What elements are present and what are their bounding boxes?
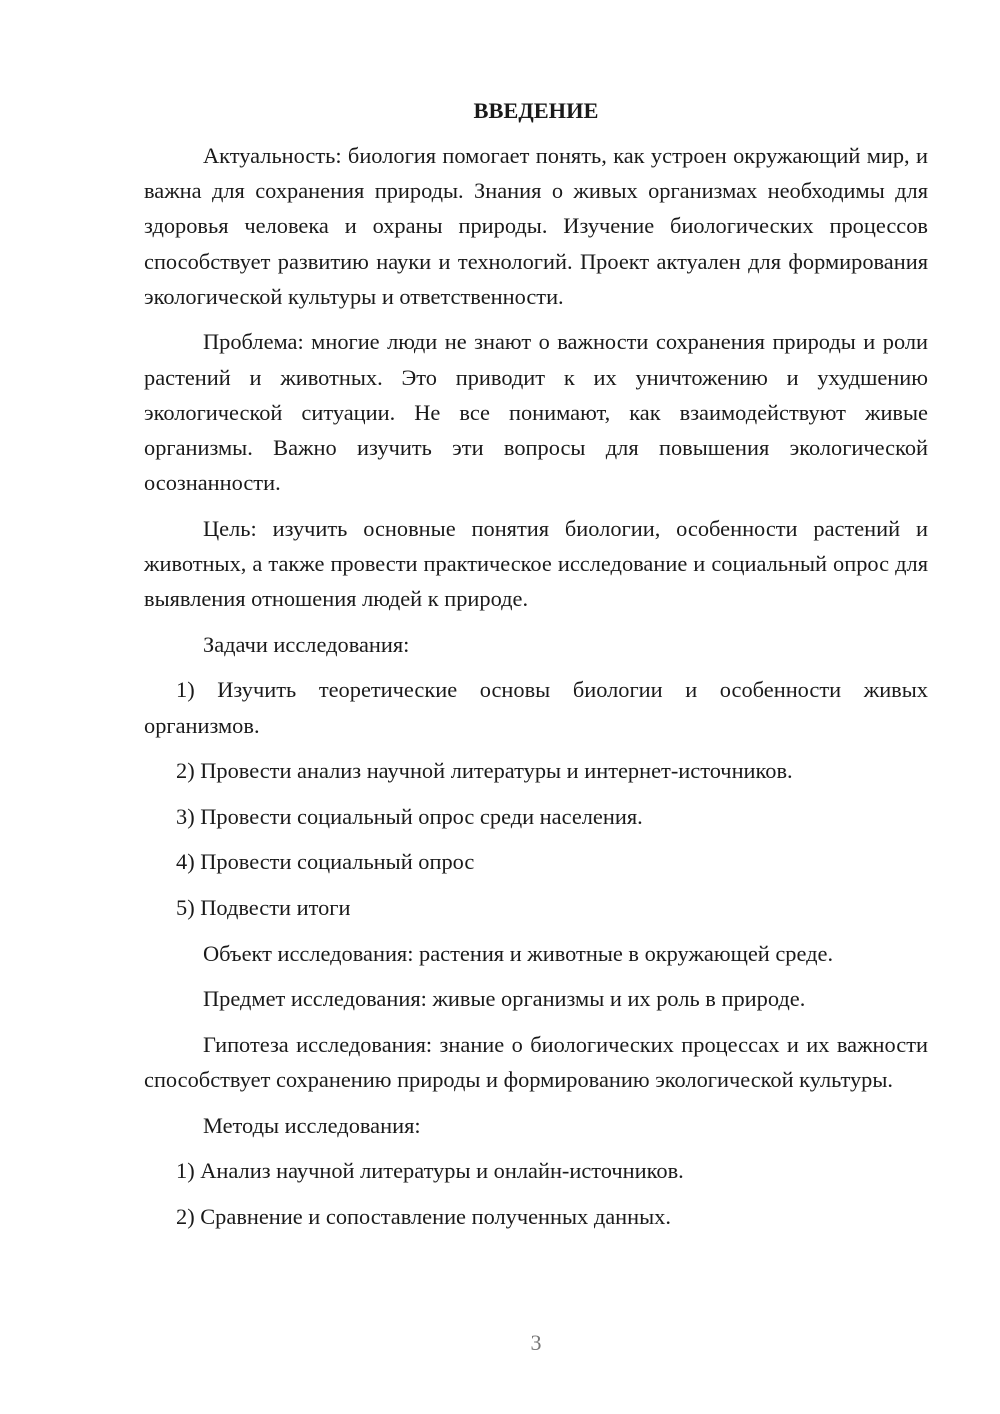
problem-paragraph: Проблема: многие люди не знают о важности сохранения природы и роли растений и животных. Это приводит к их уничтожению и ухудшению экологической ситуации. Не все понимают, как взаимодействуют живые организмы. Важно изучить эти вопросы для повышения экологической осознанности. [144, 329, 928, 496]
page-number: 3 [530, 1330, 542, 1355]
task-item-2: 2) Провести анализ научной литературы и интернет-источников. [176, 758, 793, 784]
tasks-heading: Задачи исследования: [203, 631, 410, 657]
hypothesis-paragraph: Гипотеза исследования: знание о биологических процессах и их важности способствует сохранению природы и формированию экологической культуры. [144, 1031, 928, 1092]
goal-paragraph: Цель: изучить основные понятия биологии, особенности растений и животных, а также провести практическое исследование и социальный опрос для выявления отношения людей к природе. [144, 515, 928, 612]
page-title: ВВЕДЕНИЕ [473, 98, 599, 123]
methods-heading: Методы исследования: [203, 1112, 421, 1138]
method-item-2: 2) Сравнение и сопоставление полученных данных. [176, 1203, 671, 1229]
method-item-1: 1) Анализ научной литературы и онлайн-источников. [176, 1158, 684, 1184]
task-item-1: 1) Изучить теоретические основы биологии и особенности живых организмов. [144, 677, 928, 738]
subject-paragraph: Предмет исследования: живые организмы и их роль в природе. [203, 986, 806, 1012]
task-item-3: 3) Провести социальный опрос среди населения. [176, 803, 643, 829]
task-item-5: 5) Подвести итоги [176, 894, 351, 920]
relevance-paragraph: Актуальность: биология помогает понять, как устроен окружающий мир, и важна для сохранения природы. Знания о живых организмах необходимы для здоровья человека и охраны природы. Изучение биологических процессов способствует развитию науки и технологий. Проект актуален для формирования экологической культуры и ответственности. [144, 143, 928, 309]
document-page [144, 96, 928, 1244]
object-paragraph: Объект исследования: растения и животные в окружающей среде. [203, 940, 834, 966]
task-item-4: 4) Провести социальный опрос [176, 849, 475, 875]
